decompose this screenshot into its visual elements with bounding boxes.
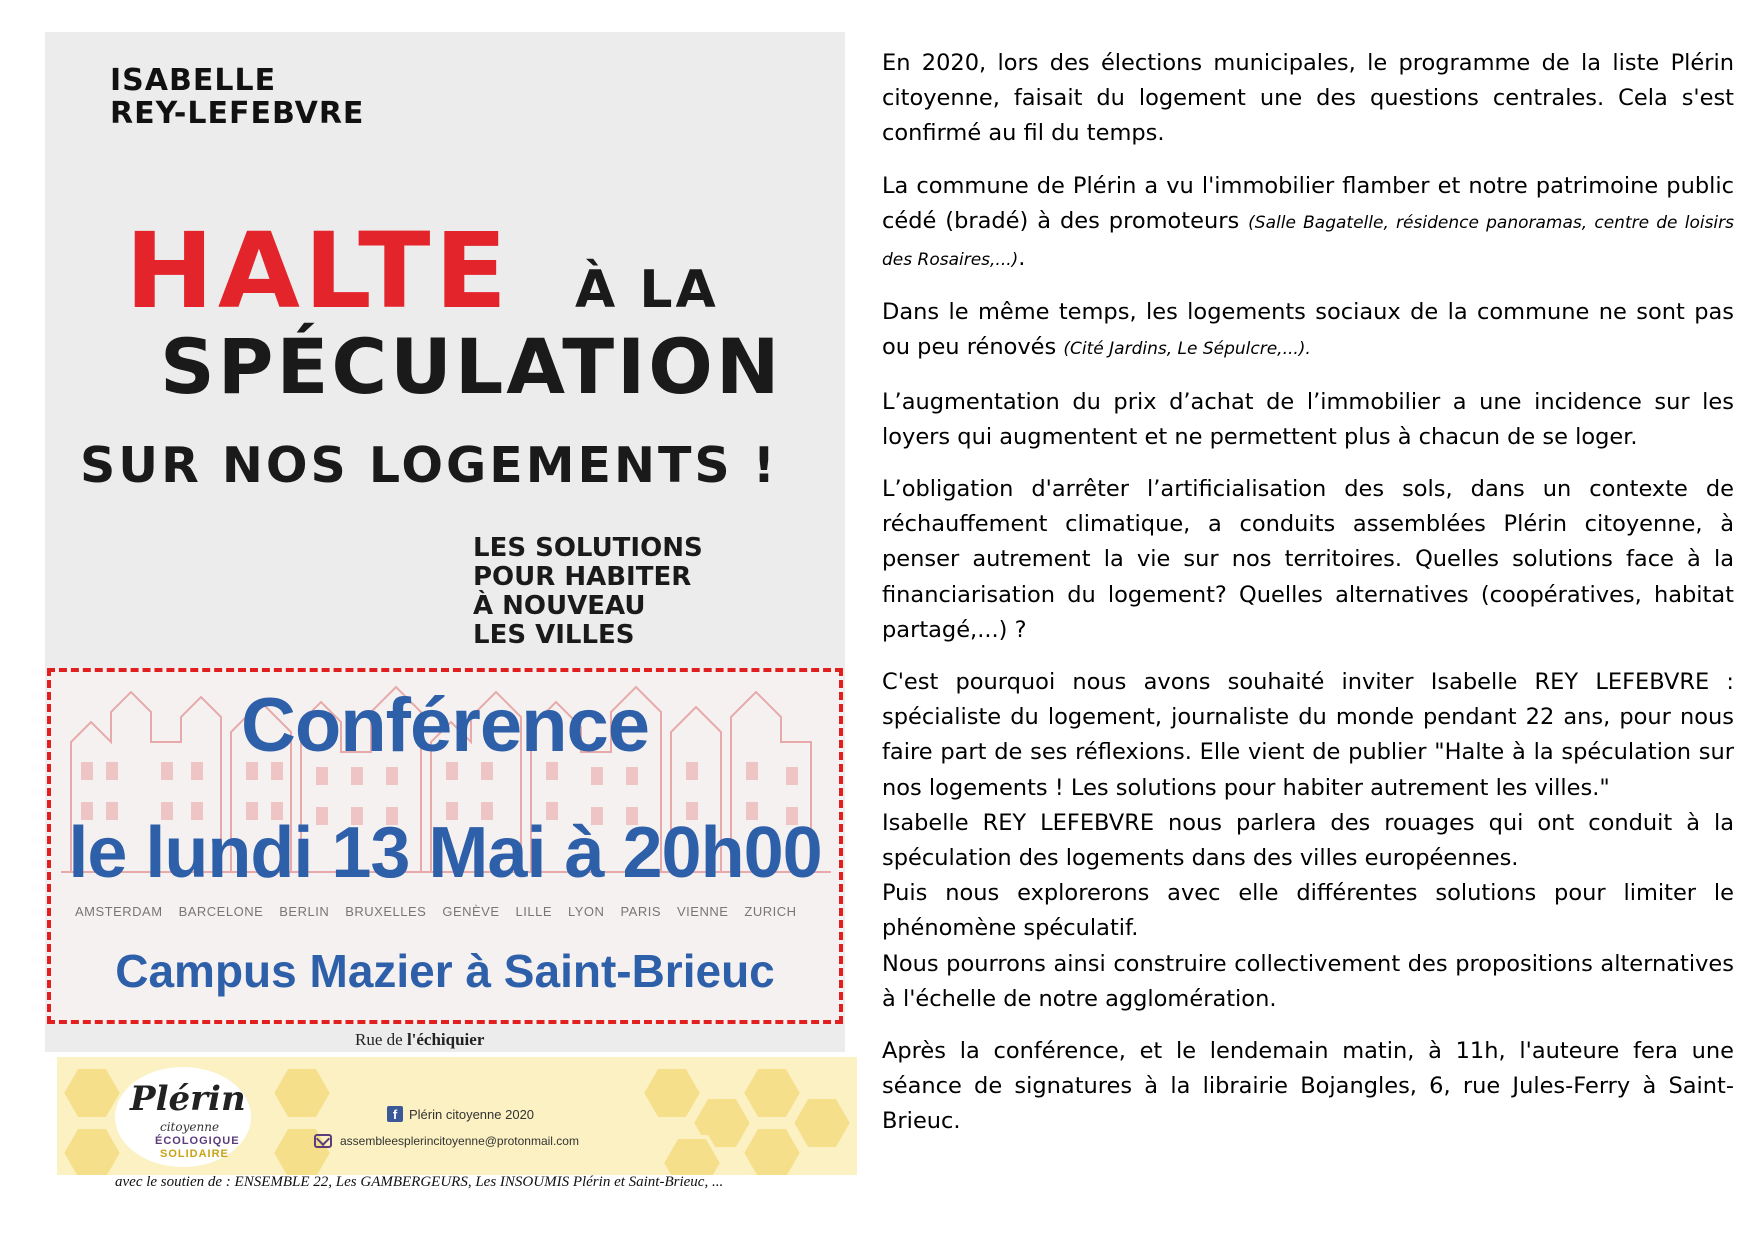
subtitle-line: LES VILLES <box>473 620 635 650</box>
publisher <box>355 1030 484 1050</box>
book-subtitle <box>473 534 703 650</box>
paragraph-end: . <box>1018 245 1026 272</box>
email-contact <box>314 1134 579 1148</box>
paragraph-invitation: C'est pourquoi nous avons souhaité inviter Isabelle REY LEFEBVRE : spécialiste du logement, journaliste du monde pendant 22 ans, pour nous faire part de ses réflexions. Elle vient de publier "Halte à la spéculation sur nos logements ! Les solutions pour habiter autrement les villes." <box>882 669 1734 801</box>
conference-title: Conférence <box>240 683 650 768</box>
paragraph-signatures: Après la conférence, et le lendemain matin, à 11h, l'auteure fera une séance de signatures à la librairie Bojangles, 6, rue Jules-Ferry à Saint-Brieuc. <box>882 1038 1734 1135</box>
conference-place: Campus Mazier à Saint-Brieuc <box>115 945 775 997</box>
facebook-label: Plérin citoyenne 2020 <box>409 1106 535 1122</box>
logo-ecologique: ÉCOLOGIQUE <box>155 1135 240 1147</box>
article-text <box>882 46 1734 1157</box>
city-name: LILLE <box>515 904 552 919</box>
book-title-speculation: SPÉCULATION <box>160 322 783 411</box>
city-name: LYON <box>568 904 605 919</box>
city-name: BERLIN <box>279 904 330 919</box>
city-name: GENÈVE <box>442 904 500 919</box>
paragraph-text: La commune de Plérin a vu l'immobilier flamber et notre patrimoine public cédé (bradé) à des promoteurs <box>882 172 1734 234</box>
book-title-a-la: À LA <box>575 260 719 320</box>
book-title-logements: SUR NOS LOGEMENTS ! <box>80 437 779 494</box>
publisher-name: l'échiquier <box>406 1030 485 1049</box>
logo-plerin: Plérin <box>130 1079 246 1119</box>
city-name: AMSTERDAM <box>75 904 163 919</box>
paragraph-logements-sociaux <box>882 295 1734 367</box>
city-list <box>75 904 813 919</box>
city-name: VIENNE <box>677 904 729 919</box>
paragraph-intro: En 2020, lors des élections municipales, le programme de la liste Plérin citoyenne, faisait du logement une des questions centrales. Cela s'est confirmé au fil du temps. <box>882 50 1734 147</box>
paragraph-propositions: Nous pourrons ainsi construire collectivement des propositions alternatives à l'échelle de notre agglomération. <box>882 950 1734 1012</box>
sponsor-banner <box>57 1057 857 1175</box>
logo-solidaire: SOLIDAIRE <box>160 1148 229 1160</box>
city-name: ZURICH <box>744 904 797 919</box>
conference-box <box>47 668 843 1024</box>
city-name: BRUXELLES <box>345 904 427 919</box>
facebook-contact <box>387 1106 534 1122</box>
paragraph-text: Dans le même temps, les logements sociaux de la commune ne sont pas ou peu rénovés <box>882 299 1734 361</box>
book-title-halte: HALTE <box>125 210 512 332</box>
book-author <box>110 64 364 130</box>
paragraph-rouages: Isabelle REY LEFEBVRE nous parlera des rouages qui ont conduit à la spéculation des logements dans des villes européennes. <box>882 809 1734 872</box>
envelope-icon <box>314 1134 332 1148</box>
paragraph-augmentation: L’augmentation du prix d’achat de l’immobilier a une incidence sur les loyers qui augmentent et ne permettent plus à chacun de se loger. <box>882 388 1734 450</box>
author-first-name: ISABELLE <box>110 63 277 98</box>
paragraph-note: (Cité Jardins, Le Sépulcre,...). <box>1063 339 1311 360</box>
email-address: assembleesplerincitoyenne@protonmail.com <box>340 1134 579 1148</box>
paragraph-solutions: Puis nous explorerons avec elle différentes solutions pour limiter le phénomène spéculatif. <box>882 880 1734 942</box>
paragraph-note: (Salle Bagatelle, résidence panoramas, centre de loisirs des Rosaires,...) <box>882 212 1734 271</box>
subtitle-line: LES SOLUTIONS <box>473 533 703 563</box>
paragraph-artificialisation: L’obligation d'arrêter l’artificialisation des sols, dans un contexte de réchauffement climatique, a conduits assemblées Plérin citoyenne, à penser autrement la vie sur nos territoires. Quelles solutions face à la financiarisation du logement? Quelles alternatives (coopératives, habitat partagé,...) ? <box>882 476 1734 643</box>
author-last-name: REY-LEFEBVRE <box>110 96 365 131</box>
conference-date: le lundi 13 Mai à 20h00 <box>68 813 822 893</box>
paragraph-patrimoine <box>882 169 1734 279</box>
publisher-prefix: Rue de <box>355 1030 407 1049</box>
subtitle-line: À NOUVEAU <box>473 591 646 621</box>
city-name: BARCELONE <box>178 904 264 919</box>
city-name: PARIS <box>620 904 661 919</box>
subtitle-line: POUR HABITER <box>473 562 692 592</box>
facebook-icon: f <box>387 1106 403 1122</box>
logo-citoyenne: citoyenne <box>160 1120 220 1134</box>
support-line: avec le soutien de : ENSEMBLE 22, Les GAMBERGEURS, Les INSOUMIS Plérin et Saint-Brieuc, ... <box>115 1174 724 1190</box>
